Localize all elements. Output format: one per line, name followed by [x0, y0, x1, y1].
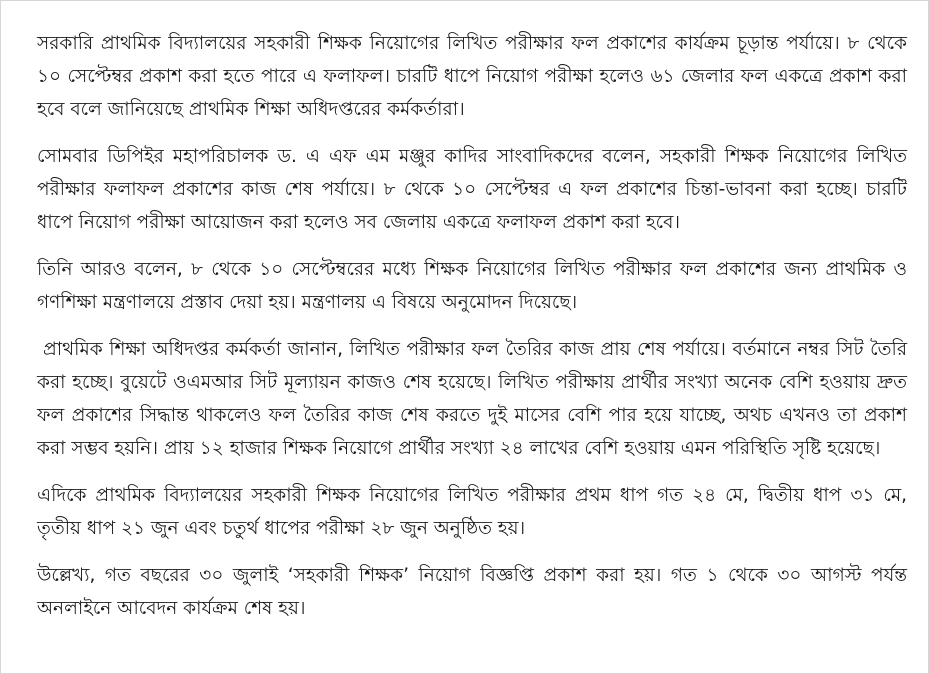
- paragraph-6: উল্লেখ্য, গত বছরের ৩০ জুলাই ‘সহকারী শিক্ষক’ নিয়োগ বিজ্ঞপ্তি প্রকাশ করা হয়। গত ১ থেকে ৩০ আগস্ট পর্যন্ত অনলাইনে আবেদন কার্যক্রম শেষ হয়।: [37, 565, 907, 619]
- paragraph-2: সোমবার ডিপিইর মহাপরিচালক ড. এ এফ এম মঞ্জুর কাদির সাংবাদিকদের বলেন, সহকারী শিক্ষক নিয়োগের লিখিত পরীক্ষার ফলাফল প্রকাশের কাজ শেষ পর্যায়ে। ৮ থেকে ১০ সেপ্টেম্বর এ ফল প্রকাশের চিন্তা-ভাবনা করা হচ্ছে। চারটি ধাপে নিয়োগ পরীক্ষা আয়োজন করা হলেও সব জেলায় একত্রে ফলাফল প্রকাশ করা হবে।: [37, 146, 907, 233]
- paragraph-1: সরকারি প্রাথমিক বিদ্যালয়ের সহকারী শিক্ষক নিয়োগের লিখিত পরীক্ষার ফল প্রকাশের কার্যক্রম চূড়ান্ত পর্যায়ে। ৮ থেকে ১০ সেপ্টেম্বর প্রকাশ করা হতে পারে এ ফলাফল। চারটি ধাপে নিয়োগ পরীক্ষা হলেও ৬১ জেলার ফল একত্রে প্রকাশ করা হবে বলে জানিয়েছে প্রাথমিক শিক্ষা অধিদপ্তরের কর্মকর্তারা।: [37, 33, 907, 120]
- article-body: [37, 27, 907, 639]
- paragraph-3: তিনি আরও বলেন, ৮ থেকে ১০ সেপ্টেম্বরের মধ্যে শিক্ষক নিয়োগের লিখিত পরীক্ষার ফল প্রকাশের জন্য প্রাথমিক ও গণশিক্ষা মন্ত্রণালয়ে প্রস্তাব দেয়া হয়। মন্ত্রণালয় এ বিষয়ে অনুমোদন দিয়েছে।: [37, 259, 907, 313]
- paragraph-5: এদিকে প্রাথমিক বিদ্যালয়ের সহকারী শিক্ষক নিয়োগের লিখিত পরীক্ষার প্রথম ধাপ গত ২৪ মে, দ্বিতীয় ধাপ ৩১ মে, তৃতীয় ধাপ ২১ জুন এবং চতুর্থ ধাপের পরীক্ষা ২৮ জুন অনুষ্ঠিত হয়।: [37, 485, 907, 539]
- paragraph-4: প্রাথমিক শিক্ষা অধিদপ্তর কর্মকর্তা জানান, লিখিত পরীক্ষার ফল তৈরির কাজ প্রায় শেষ পর্যায়ে। বর্তমানে নম্বর সিট তৈরি করা হচ্ছে। বুয়েটে ওএমআর সিট মূল্যায়ন কাজও শেষ হয়েছে। লিখিত পরীক্ষায় প্রার্থীর সংখ্যা অনেক বেশি হওয়ায় দ্রুত ফল প্রকাশের সিদ্ধান্ত থাকলেও ফল তৈরির কাজ শেষ করতে দুই মাসের বেশি পার হয়ে যাচ্ছে, অথচ এখনও তা প্রকাশ করা সম্ভব হয়নি। প্রায় ১২ হাজার শিক্ষক নিয়োগে প্রার্থীর সংখ্যা ২৪ লাখের বেশি হওয়ায় এমন পরিস্থিতি সৃষ্টি হয়েছে।: [37, 339, 907, 459]
